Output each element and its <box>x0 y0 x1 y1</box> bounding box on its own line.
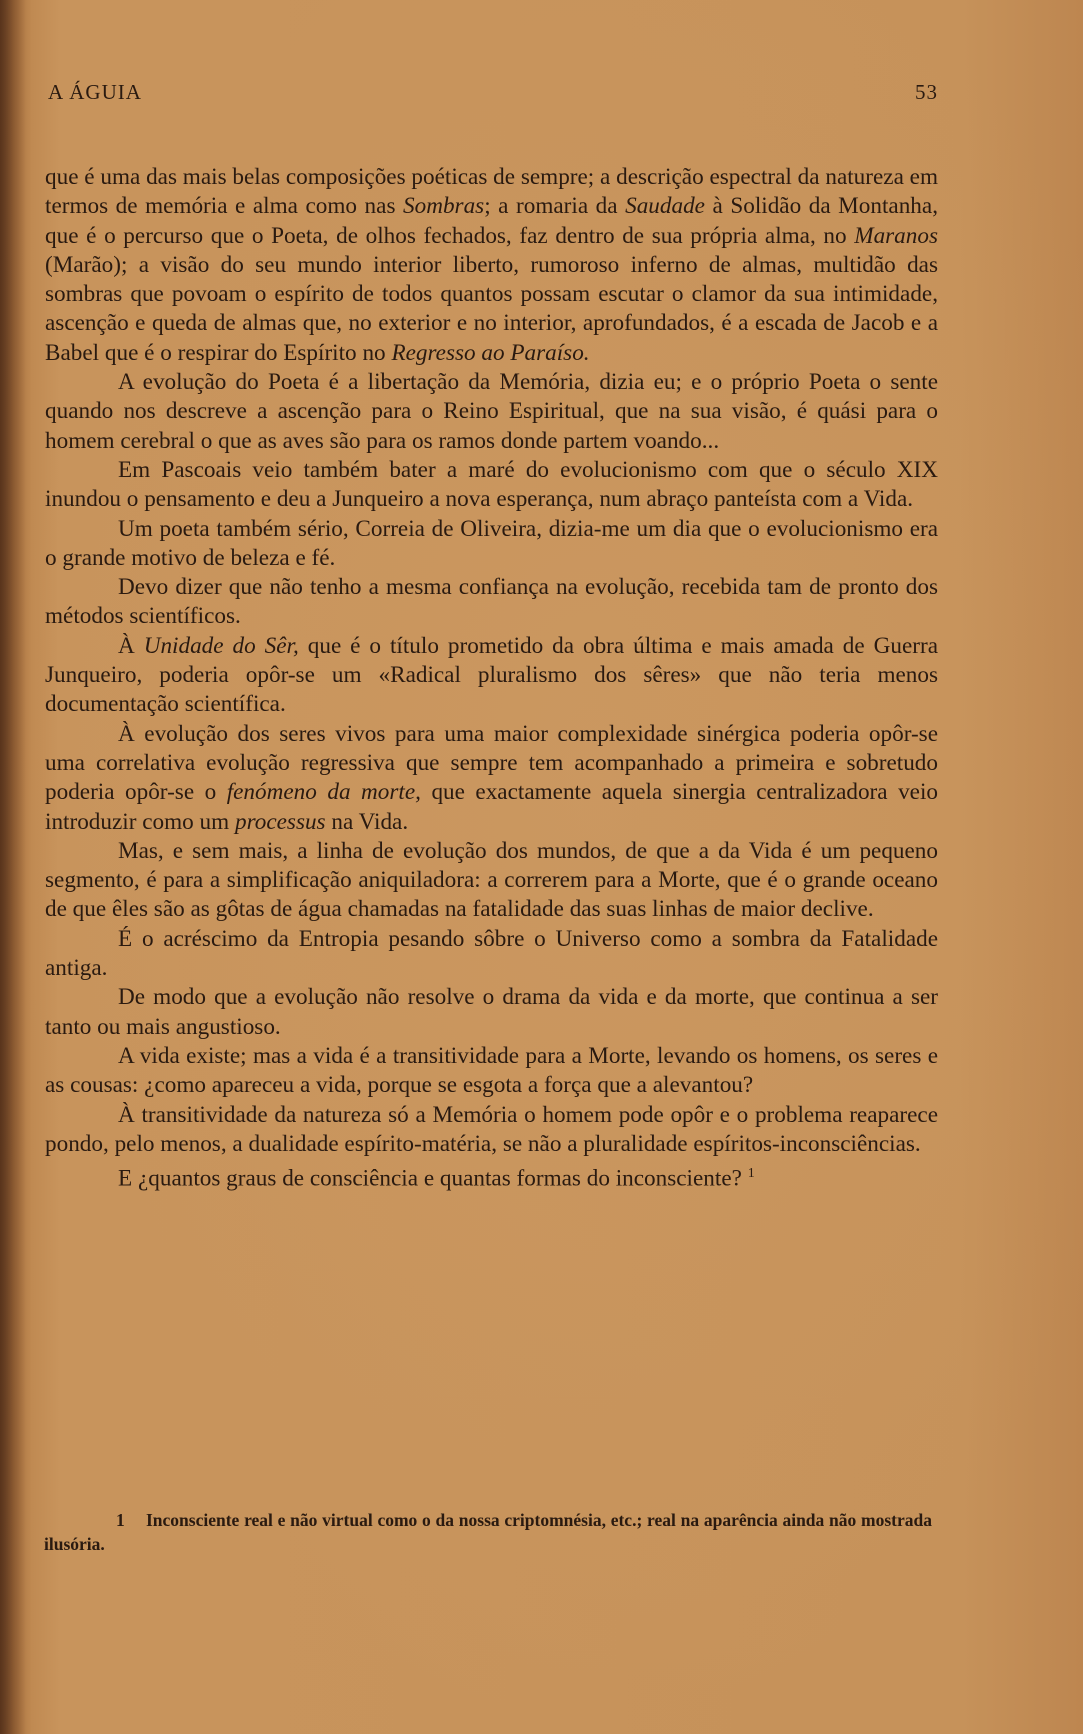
text-segment: À transitividade da natureza só a Memória o homem pode opôr e o problema reaparece pondo, pelo menos, a dualidade espírito-matéria, se não a pluralidade espíritos-inconsciências. <box>45 1101 938 1157</box>
emphasis-text: Unidade do Sêr, <box>143 632 299 659</box>
running-head <box>48 80 938 105</box>
footnote-text: Inconsciente real e não virtual como o da nossa criptomnésia, etc.; real na aparência ainda não mostrada ilusória. <box>44 1510 932 1554</box>
journal-title: A ÁGUIA <box>48 80 142 104</box>
paragraph <box>45 632 938 720</box>
paragraph <box>45 1042 938 1101</box>
paragraph <box>45 1159 938 1194</box>
text-segment: que exactamente aquela sinergia centralizadora veio introduzir como um <box>45 779 938 835</box>
text-segment: (Marão); a visão do seu mundo interior liberto, rumoroso inferno de almas, multidão das sombras que povoam o espírito de todos quantos possam escutar o clamor da sua intimidade, ascenção e queda de almas que, no exterior e no interior, aprofundados, é a escada de Jacob e a Babel que é o respirar do Espírito no <box>45 251 938 366</box>
text-segment: À <box>118 632 144 659</box>
text-segment: que é o título prometido da obra última e mais amada de Guerra Junqueiro, poderia opôr-se um «Radical pluralismo dos sêres» que não teria menos documentação scientífica. <box>45 632 938 718</box>
footnote-reference: 1 <box>747 1166 755 1182</box>
paragraph <box>45 573 938 632</box>
paragraph <box>45 983 938 1042</box>
emphasis-text: Sombras <box>403 193 485 220</box>
text-segment: que é uma das mais belas composições poéticas de sempre; a descrição espectral da natureza em termos de memória e alma como nas <box>45 164 938 220</box>
text-segment: Um poeta também sério, Correia de Oliveira, dizia-me um dia que o evolucionismo era o grande motivo de beleza e fé. <box>45 515 938 571</box>
text-segment: À evolução dos seres vivos para uma maior complexidade sinérgica poderia opôr-se uma correlativa evolução regressiva que sempre tem acompanhado a primeira e sobretudo poderia opôr-se o <box>45 720 938 806</box>
text-segment: Mas, e sem mais, a linha de evolução dos mundos, de que a da Vida é um pequeno segmento, é para a simplificação aniquiladora: a correrem para a Morte, que é o grande oceano de que êles são as gôtas de água chamadas na fatalidade das suas linhas de maior declive. <box>45 837 938 923</box>
text-segment: Devo dizer que não tenho a mesma confiança na evolução, recebida tam de pronto dos métodos scientíficos. <box>45 574 938 630</box>
page-number: 53 <box>915 80 938 104</box>
text-segment: A vida existe; mas a vida é a transitividade para a Morte, levando os homens, os seres e as cousas: ¿como apareceu a vida, porque se esgota a força que a alevantou? <box>45 1042 938 1099</box>
paragraph <box>45 456 938 515</box>
paragraph <box>45 925 938 984</box>
emphasis-text: Maranos <box>854 222 938 249</box>
footnote-marker: 1 <box>116 1510 125 1530</box>
paragraph <box>45 515 938 574</box>
text-segment: à Solidão da Montanha, que é o percurso que o Poeta, de olhos fechados, faz dentro de sua própria alma, no <box>45 193 938 249</box>
emphasis-text: Regresso ao Paraíso. <box>391 339 590 366</box>
paragraph <box>45 720 938 837</box>
paragraph <box>45 837 938 925</box>
text-segment: ; a romaria da <box>484 193 626 220</box>
text-segment: E ¿quantos graus de consciência e quantas formas do inconsciente? <box>118 1165 748 1192</box>
emphasis-text: Saudade <box>625 193 705 220</box>
text-segment: A evolução do Poeta é a libertação da Memória, dizia eu; e o próprio Poeta o sente quando nos descreve a ascenção para o Reino Espiritual, que na sua visão, é quási para o homem cerebral o que as aves são para os ramos donde partem voando... <box>45 369 938 454</box>
text-segment: Em Pascoais veio também bater a maré do evolucionismo com que o século XIX inundou o pensamento e deu a Junqueiro a nova esperança, num abraço panteísta com a Vida. <box>45 456 938 513</box>
paragraph <box>45 1101 938 1160</box>
paragraph <box>45 163 938 368</box>
text-segment: É o acréscimo da Entropia pesando sôbre o Universo como a sombra da Fatalidade antiga. <box>45 925 938 982</box>
emphasis-text: processus <box>234 808 326 835</box>
body-text <box>45 163 938 1194</box>
paragraph <box>45 368 938 456</box>
text-segment: De modo que a evolução não resolve o drama da vida e da morte, que continua a ser tanto ou mais angustioso. <box>45 984 938 1040</box>
footnote <box>44 1508 932 1556</box>
text-segment: na Vida. <box>325 808 409 835</box>
emphasis-text: fenómeno da morte, <box>226 779 421 806</box>
